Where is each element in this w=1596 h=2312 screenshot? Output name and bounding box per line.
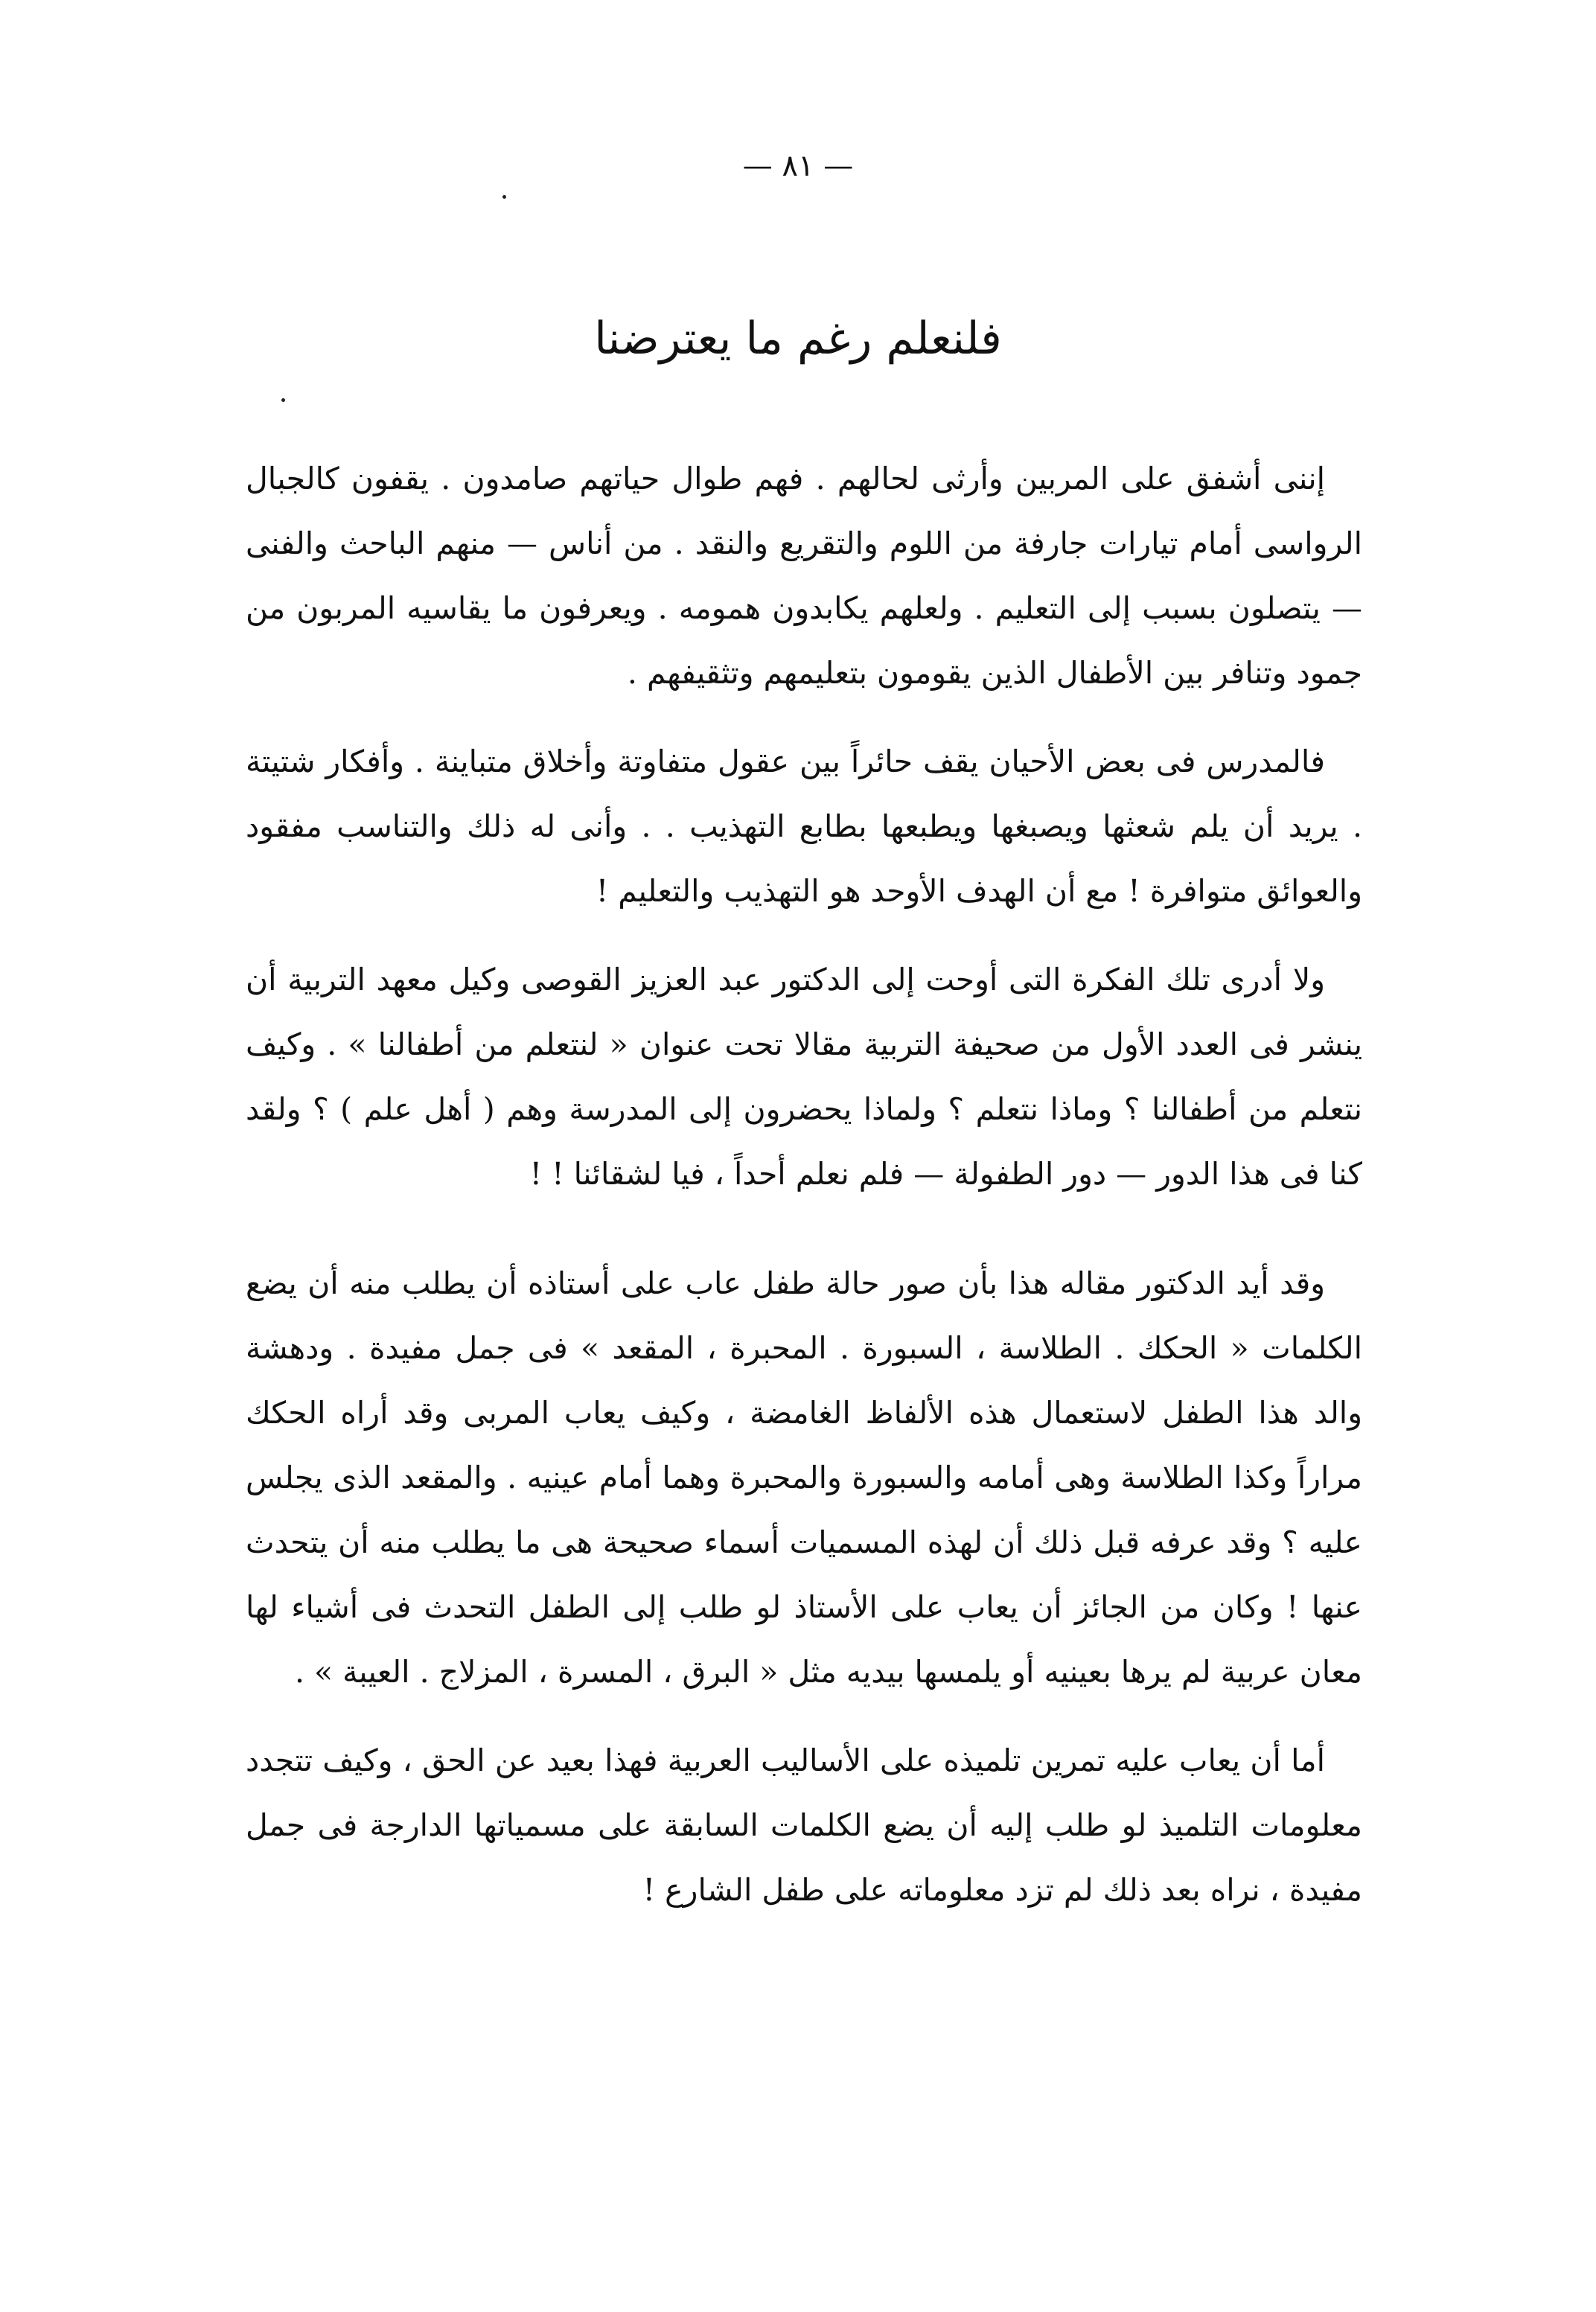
paragraph-4: وقد أيد الدكتور مقاله هذا بأن صور حالة طفل عاب على أستاذه أن يطلب منه أن يضع الكلمات « الحكك . الطلاسة ، السبورة . المحبرة ، المقعد » فى جمل مفيدة . ودهشة والد هذا الطفل لاستعمال هذه الألفاظ الغامضة ، وكيف يعاب المربى وقد أراه الحكك مراراً وكذا الطلاسة وهى أمامه والسبورة والمحبرة وهما أمام عينيه . والمقعد الذى يجلس عليه ؟ وقد عرفه قبل ذلك أن لهذه المسميات أسماء صحيحة هى ما يطلب منه أن يتحدث عنها ! وكان من الجائز أن يعاب على الأستاذ لو طلب إلى الطفل التحدث فى أشياء لها معان عربية لم يرها بعينيه أو يلمسها بيديه مثل « البرق ، المسرة ، المزلاج . العيبة » .	[246, 1265, 1362, 1690]
paragraph-3: ولا أدرى تلك الفكرة التى أوحت إلى الدكتور عبد العزيز القوصى وكيل معهد التربية أن ينشر فى العدد الأول من صحيفة التربية مقالا تحت عنوان « لنتعلم من أطفالنا » . وكيف نتعلم من أطفالنا ؟ وماذا نتعلم ؟ ولماذا يحضرون إلى المدرسة وهم ( أهل علم ) ؟ ولقد كنا فى هذا الدور — دور الطفولة — فلم نعلم أحداً ، فيا لشقائنا ! !	[246, 962, 1362, 1192]
paragraph-2: فالمدرس فى بعض الأحيان يقف حائراً بين عقول متفاوتة وأخلاق متباينة . وأفكار شتيتة . يريد أن يلم شعثها ويصبغها ويطبعها بطابع التهذيب . . وأنى له ذلك والتناسب مفقود والعوائق متوافرة ! مع أن الهدف الأوحد هو التهذيب والتعليم !	[246, 744, 1362, 909]
ink-speck	[502, 195, 506, 199]
article-title: فلنعلم رغم ما يعترضنا	[594, 313, 1002, 365]
article-body	[246, 447, 1362, 1947]
paragraph-5: أما أن يعاب عليه تمرين تلميذه على الأساليب العربية فهذا بعيد عن الحق ، وكيف تتجدد معلومات التلميذ لو طلب إليه أن يضع الكلمات السابقة على مسمياتها الدارجة فى جمل مفيدة ، نراه بعد ذلك لم تزد معلوماته على طفل الشارع !	[246, 1743, 1362, 1908]
ink-speck	[281, 398, 285, 402]
page-number: — ٨١ —	[742, 149, 854, 183]
paragraph-1: إننى أشفق على المربين وأرثى لحالهم . فهم طوال حياتهم صامدون . يقفون كالجبال الرواسى أمام تيارات جارفة من اللوم والتقريع والنقد . من أناس — منهم الباحث والفنى — يتصلون بسبب إلى التعليم . ولعلهم يكابدون همومه . ويعرفون ما يقاسيه المربون من جمود وتنافر بين الأطفال الذين يقومون بتعليمهم وتثقيفهم .	[246, 461, 1362, 691]
